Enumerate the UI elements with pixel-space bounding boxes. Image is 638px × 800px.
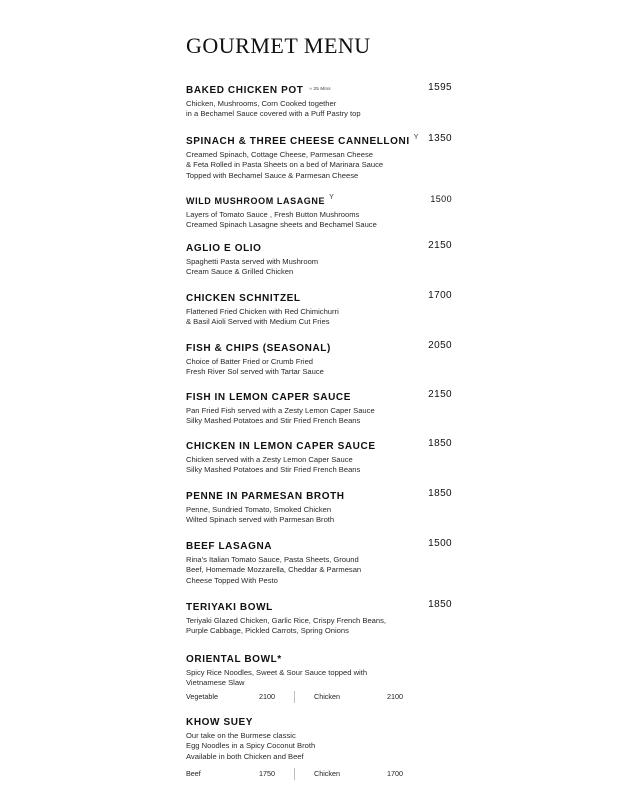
variant-label: Chicken [314, 769, 340, 779]
item-description: Spaghetti Pasta served with Mushroom Cream Sauce & Grilled Chicken [186, 257, 319, 277]
menu-item-fish-and-chips [186, 338, 452, 378]
item-name: BAKED CHICKEN POT [186, 85, 304, 96]
menu-item-fish-lemon-caper [186, 387, 452, 427]
item-description: Teriyaki Glazed Chicken, Garlic Rice, Crispy French Beans, Purple Cabbage, Pickled Carrots, Spring Onions [186, 616, 387, 636]
item-name: FISH & CHIPS (SEASONAL) [186, 343, 331, 354]
variant-label: Vegetable [186, 691, 218, 701]
menu-item-baked-chicken-pot [186, 80, 452, 120]
item-price: 2050 [428, 340, 452, 351]
item-name: WILD MUSHROOM LASAGNE [186, 196, 326, 206]
item-name: ORIENTAL BOWL* [186, 654, 282, 665]
item-description: Chicken, Mushrooms, Corn Cooked together in a Bechamel Sauce covered with a Puff Pastry top [186, 99, 361, 119]
item-name: TERIYAKI BOWL [186, 602, 273, 613]
item-name: KHOW SUEY [186, 717, 254, 728]
item-price: 1850 [428, 599, 452, 610]
menu-item-penne-parmesan-broth [186, 486, 452, 526]
menu-item-chicken-schnitzel [186, 288, 452, 328]
menu-item-wild-mushroom-lasagne [186, 191, 452, 231]
item-price: 1500 [428, 538, 452, 549]
item-description: Choice of Batter Fried or Crumb Fried Fresh River Sol served with Tartar Sauce [186, 357, 324, 377]
item-price: 1700 [428, 290, 452, 301]
item-description: Rina's Italian Tomato Sauce, Pasta Sheets, Ground Beef, Homemade Mozzarella, Cheddar & Parmesan Cheese Topped With Pesto [186, 555, 362, 585]
item-price: 1350 [428, 133, 452, 144]
item-description: Pan Fried Fish served with a Zesty Lemon Caper Sauce Silky Mashed Potatoes and Stir Fried French Beans [186, 406, 375, 426]
variant-label: Beef [186, 769, 201, 779]
variant-label: Chicken [314, 691, 340, 701]
item-name: FISH IN LEMON CAPER SAUCE [186, 392, 352, 403]
prep-time-note: ≈ 25 Mins [309, 86, 331, 91]
item-description: Creamed Spinach, Cottage Cheese, Parmesan Cheese & Feta Rolled in Pasta Sheets on a bed of Marinara Sauce Topped with Bechamel Sauce & Parmesan Cheese [186, 150, 384, 180]
variant-price: 2100 [387, 691, 403, 701]
item-description: Chicken served with a Zesty Lemon Caper Sauce Silky Mashed Potatoes and Stir Fried French Beans [186, 455, 361, 475]
menu-item-oriental-bowl [186, 649, 452, 702]
item-name: PENNE IN PARMESAN BROTH [186, 491, 345, 502]
price-variants [186, 769, 452, 779]
item-description: Flattened Fried Chicken with Red Chimichurri & Basil Aioli Served with Medium Cut Fries [186, 307, 339, 327]
item-price: 1595 [428, 82, 452, 93]
item-price: 1500 [430, 194, 452, 204]
page-title: GOURMET MENU [186, 33, 371, 58]
item-description: Penne, Sundried Tomato, Smoked Chicken Wilted Spinach served with Parmesan Broth [186, 505, 335, 525]
menu-item-aglio-e-olio [186, 238, 452, 278]
vegetarian-mark: Y [413, 134, 419, 141]
menu-item-spinach-cannelloni [186, 131, 452, 181]
item-name: CHICKEN IN LEMON CAPER SAUCE [186, 441, 376, 452]
item-description: Spicy Rice Noodles, Sweet & Sour Sauce topped with Vietnamese Slaw [186, 668, 368, 688]
menu-item-beef-lasagna [186, 536, 452, 586]
variant-price: 1750 [259, 769, 275, 779]
menu-item-khow-suey [186, 712, 452, 779]
item-name: AGLIO E OLIO [186, 243, 262, 254]
item-price: 2150 [428, 389, 452, 400]
variant-divider [294, 691, 295, 703]
vegetarian-mark: Y [329, 194, 334, 201]
item-name: SPINACH & THREE CHEESE CANNELLONI [186, 136, 410, 147]
variant-divider [294, 768, 295, 780]
price-variants [186, 692, 452, 702]
item-name: BEEF LASAGNA [186, 541, 273, 552]
variant-price: 2100 [259, 691, 275, 701]
menu-item-teriyaki-bowl [186, 597, 452, 637]
item-price: 1850 [428, 438, 452, 449]
item-name: CHICKEN SCHNITZEL [186, 293, 301, 304]
item-price: 2150 [428, 240, 452, 251]
item-description: Layers of Tomato Sauce , Fresh Button Mushrooms Creamed Spinach Lasagne sheets and Bechamel Sauce [186, 210, 377, 230]
item-price: 1850 [428, 488, 452, 499]
menu-item-chicken-lemon-caper [186, 436, 452, 476]
item-description: Our take on the Burmese classic Egg Noodles in a Spicy Coconut Broth Available in both Chicken and Beef [186, 731, 316, 761]
variant-price: 1700 [387, 769, 403, 779]
